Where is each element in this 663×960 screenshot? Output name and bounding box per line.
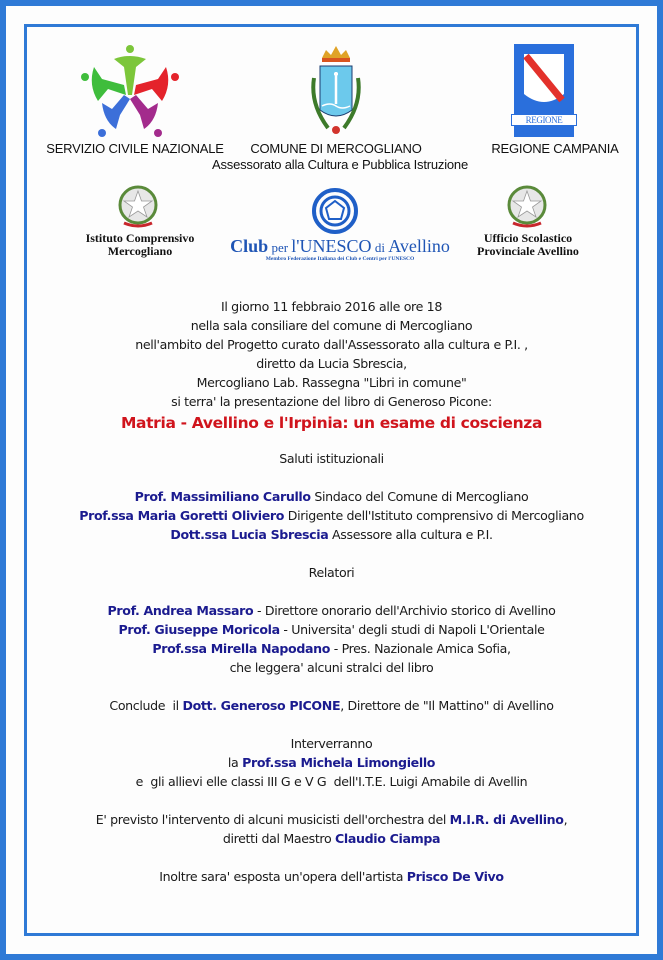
intro-line: Mercogliano Lab. Rassegna "Libri in comune" bbox=[196, 375, 467, 390]
relatore-item: Prof. Giuseppe Moricola - Universita' degli studi di Napoli L'Orientale bbox=[118, 622, 545, 637]
intro-line: Il giorno 11 febbraio 2016 alle ore 18 bbox=[221, 299, 442, 314]
intro-line: nella sala consiliare del comune di Mercogliano bbox=[190, 318, 473, 333]
regione-campania-shield-icon bbox=[514, 44, 574, 137]
relatore-item: Prof. Andrea Massaro - Direttore onorario dell'Archivio storico di Avellino bbox=[107, 603, 556, 618]
intro-line: nell'ambito del Progetto curato dall'Assessorato alla cultura e P.I. , bbox=[135, 337, 528, 352]
musicisti-conductor-line: diretti dal Maestro Claudio Ciampa bbox=[222, 831, 441, 846]
mercogliano-caption: COMUNE DI MERCOGLIANO bbox=[250, 141, 422, 156]
interverranno-students: e gli allievi elle classi III G e V G dell'I.T.E. Luigi Amabile di Avellin bbox=[135, 774, 528, 789]
unesco-club-logo-icon bbox=[309, 188, 361, 234]
saluti-item: Dott.ssa Lucia Sbrescia Assessore alla cultura e P.I. bbox=[170, 527, 493, 542]
intro-line: si terra' la presentazione del libro di Generoso Picone: bbox=[171, 394, 492, 409]
unesco-caption: Club per l'UNESCO di Avellino bbox=[230, 236, 450, 256]
opera-line: Inoltre sara' esposta un'opera dell'artista Prisco De Vivo bbox=[159, 869, 504, 884]
unesco-subcaption: Membro Federazione Italiana dei Club e Centri per l'UNESCO bbox=[265, 256, 415, 262]
saluti-item: Prof. Massimiliano Carullo Sindaco del Comune di Mercogliano bbox=[134, 489, 529, 504]
interverranno-speaker: la Prof.ssa Michela Limongiello bbox=[227, 755, 436, 770]
regione-campania-badge: REGIONE CAMPANIA bbox=[511, 114, 577, 126]
italian-republic-emblem-icon bbox=[116, 183, 160, 231]
interverranno-heading: Interverranno bbox=[290, 736, 373, 751]
regione-campania-caption: REGIONE CAMPANIA bbox=[491, 141, 619, 156]
musicisti-line: E' previsto l'intervento di alcuni musicisti dell'orchestra del M.I.R. di Avellino, bbox=[95, 812, 568, 827]
servizio-civile-star-people-icon bbox=[80, 45, 180, 137]
istituto-caption: Istituto Comprensivo Mercogliano bbox=[85, 231, 195, 258]
saluti-heading: Saluti istituzionali bbox=[279, 451, 384, 466]
italian-republic-emblem-icon bbox=[505, 183, 549, 231]
relatori-heading: Relatori bbox=[308, 565, 355, 580]
book-title: Matria - Avellino e l'Irpinia: un esame di coscienza bbox=[120, 414, 543, 432]
ufficio-caption: Ufficio Scolastico Provinciale Avellino bbox=[477, 231, 579, 258]
assessorato-caption: Assessorato alla Cultura e Pubblica Istruzione bbox=[212, 157, 468, 172]
mercogliano-coat-of-arms-icon bbox=[300, 44, 372, 138]
servizio-civile-caption: SERVIZIO CIVILE NAZIONALE bbox=[46, 141, 224, 156]
intro-line: diretto da Lucia Sbrescia, bbox=[256, 356, 407, 371]
relatore-item: Prof.ssa Mirella Napodano - Pres. Nazionale Amica Sofia, bbox=[152, 641, 511, 656]
relatore-continuation: che leggera' alcuni stralci del libro bbox=[229, 660, 434, 675]
conclude-line: Conclude il Dott. Generoso PICONE, Direttore de "Il Mattino" di Avellino bbox=[109, 698, 554, 713]
announcement-body bbox=[27, 297, 636, 886]
saluti-item: Prof.ssa Maria Goretti Oliviero Dirigente dell'Istituto comprensivo di Mercogliano bbox=[79, 508, 584, 523]
